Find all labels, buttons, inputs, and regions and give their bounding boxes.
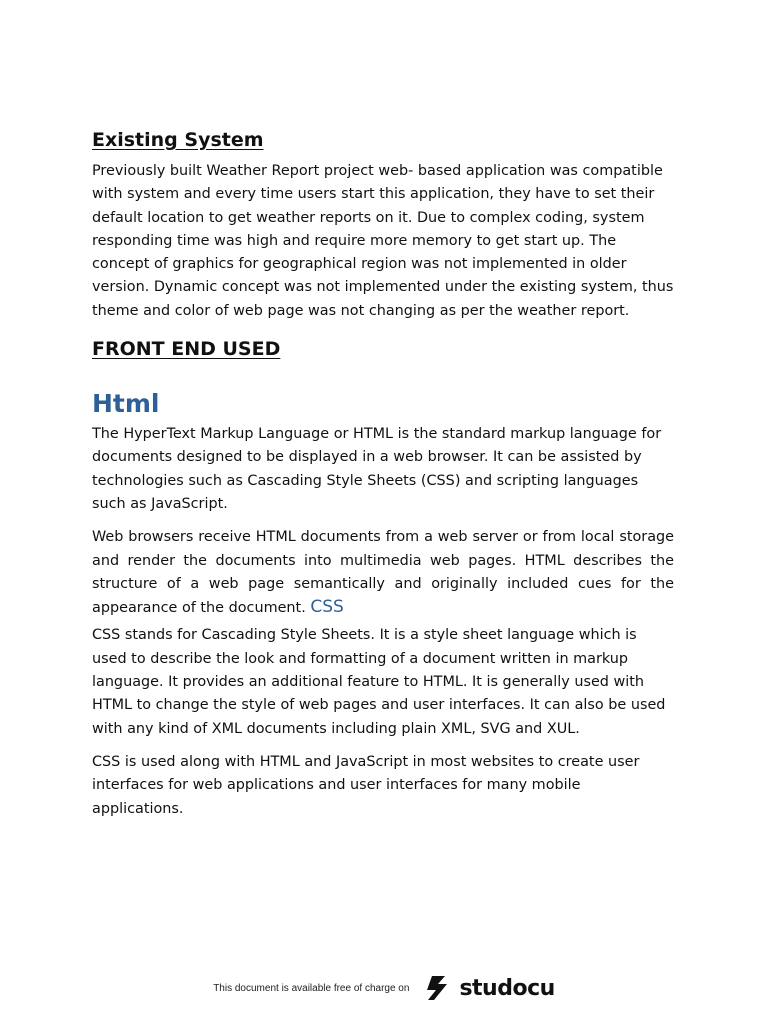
html-paragraph-2	[92, 526, 674, 620]
existing-system-heading: Existing System	[92, 129, 264, 151]
front-end-used-heading: FRONT END USED	[92, 338, 281, 361]
html-heading: Html	[92, 389, 160, 419]
html-paragraph-2-text: Web browsers receive HTML documents from a web server or from local storage and render the documents into multimedia web pages. HTML describes the structure of a web page semantically and originally included cues for the appearance of the document.	[92, 529, 674, 617]
studocu-logo-icon[interactable]	[423, 973, 453, 1003]
studocu-brand-text[interactable]: studocu	[459, 975, 555, 1001]
css-paragraph-2: CSS is used along with HTML and JavaScript in most websites to create user interfaces for web applications and user interfaces for many mobile applications.	[92, 753, 640, 817]
footer-note: This document is available free of charge on	[213, 982, 410, 994]
css-heading: CSS	[310, 597, 344, 618]
document-page	[92, 124, 674, 821]
existing-system-paragraph: Previously built Weather Report project web- based application was compatible with system and every time users start this application, they have to set their default location to get weather reports on it. Due to complex coding, system responding time was high and require more memory to get start up. The concept of graphics for geographical region was not implemented in older version. Dynamic concept was not implemented under the existing system, thus theme and color of web page was not changing as per the weather report.	[92, 163, 674, 319]
footer	[0, 968, 768, 1008]
css-paragraph-1: CSS stands for Cascading Style Sheets. It is a style sheet language which is used to describe the look and formatting of a document written in markup language. It provides an additional feature to HTML. It is generally used with HTML to change the style of web pages and user interfaces. It can also be used with any kind of XML documents including plain XML, SVG and XUL.	[92, 627, 666, 737]
html-paragraph-1: The HyperText Markup Language or HTML is the standard markup language for documents designed to be displayed in a web browser. It can be assisted by technologies such as Cascading Style Sheets (CSS) and scripting languages such as JavaScript.	[92, 426, 662, 512]
